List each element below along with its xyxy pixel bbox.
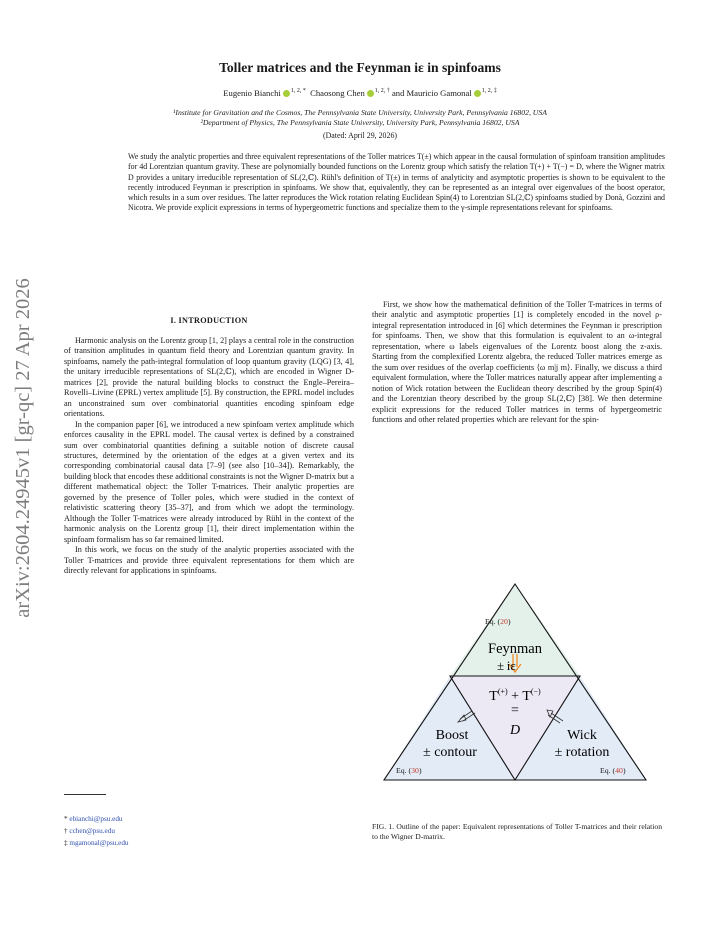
arxiv-identifier: arXiv:2604.24945v1 [gr-qc] 27 Apr 2026 [12,278,34,618]
footnote-rule [64,794,106,795]
eq-ref-number[interactable]: 20 [500,617,508,626]
abstract: We study the analytic properties and three equivalent representations of the Toller matrices T(±) which appear in the causal formulation of spinfoam transition amplitudes for 4d Lorentzian quantum gravity. These are polynomially bounded functions on the Lorentz group which satisfy the relation T(+) + T(−) = D, where the Wigner matrix D provides a unitary irreducible representation of SL(2,ℂ). Rühl's definition of T(±) in terms of analyticity and asymptotic properties is shown to be equivalent to the recently introduced Feynman iε prescription in spinfoams. We show that, equivalently, they can be represented as an integral over eigenvalues of the boost operator, which results in a sum over residues. The latter reproduces the Wick rotation relating Euclidean Spin(4) to Lorentzian SL(2,ℂ) spinfoams studied by Donà, Gozzini and Nicotra. We provide explicit expressions in terms of hypergeometric functions and specialize them to the γ-simple representations relevant for spinfoams. [128,152,665,213]
author-name: Mauricio Gamonal [406,88,472,98]
footnote-mark: * [64,815,68,823]
section-heading: I. INTRODUCTION [170,316,248,325]
orcid-icon[interactable] [283,90,290,97]
feynman-label: Feynman [488,641,542,657]
footnote [64,839,129,847]
eq-ref-number[interactable]: 30 [411,766,419,775]
body-paragraph: In this work, we focus on the study of the analytic properties associated with the Toller T-matrices and provide three equivalent representations for them which are directly relevant for applications in spinfoams. [64,545,354,575]
equation-ref-left[interactable]: Eq. (30) [396,766,422,775]
paper-title: Toller matrices and the Feynman iε in spinfoams [219,60,501,75]
footnote [64,815,123,823]
figure-triangle-diagram [372,574,662,814]
body-paragraph: In the companion paper [6], we introduced a new spinfoam vertex amplitude which enforces causality in the EPRL model. The causal vertex is defined by a constrained sum over combinatorial quantities defining a suitable notion of discrete causal structures, determined by the orientation of the edges at a given vertex and its corresponding combinatorial causal data [7–9] (see also [10–34]). Remarkably, the building block that encodes these additional constraints is not the Wigner D-matrix but a different mathematical object: the Toller T-matrices. Their analytic properties are governed by the presence of Toller poles, which were studied in the context of relativistic scattering theory [35–37], and from which we adopt the terminology. Although the Toller T-matrices were already introduced by Rühl in the context of the harmonic analysis on the Lorentz group [1], their direct implementation within the spinfoam formalism has so far remained limited. [64,419,354,544]
author-affiliation-mark: 1, 2, * [290,88,306,95]
author-conjunction: and [391,88,405,98]
eq-ref-prefix: Eq. ( [485,617,501,626]
equation-ref-top[interactable] [485,617,511,626]
toller-sum-label: T(+) + T(−) [489,687,541,704]
wick-label: Wick [567,728,597,743]
email-link[interactable]: ebianchi@psu.edu [69,815,123,823]
right-column [372,300,662,425]
affiliation-line: ¹Institute for Gravitation and the Cosmos, The Pennsylvania State University, University Park, Pennsylvania 16802, USA [173,108,547,117]
equals-sign: = [511,703,519,718]
wick-sub-label: ± rotation [554,745,610,760]
author-name: Chaosong Chen [310,88,365,98]
footnote-mark: † [64,827,68,835]
eq-ref-number[interactable]: 40 [615,766,623,775]
boost-label: Boost [435,728,469,743]
eq-ref-suffix: ) [507,617,511,626]
left-column [64,336,354,576]
author-name: Eugenio Bianchi [223,88,281,98]
author-list [0,88,720,98]
date-line: (Dated: April 29, 2026) [322,131,398,140]
author-affiliation-mark: 1, 2, † [374,88,390,95]
boost-sub-label: ± contour [423,745,477,760]
email-link[interactable]: cchen@psu.edu [69,827,115,835]
orcid-icon[interactable] [474,90,481,97]
email-link[interactable]: mgamonal@psu.edu [69,839,129,847]
equation-ref-right[interactable]: Eq. (40) [600,766,626,775]
body-paragraph: Harmonic analysis on the Lorentz group [1, 2] plays a central role in the construction of transition amplitudes in quantum field theory and Lorentzian quantum gravity. In spinfoams, namely the path-integral formulation of loop quantum gravity (LQG) [3, 4], the unitary irreducible representations of SL(2,ℂ), which are encoded in Wigner D-matrices [2], provide the natural building blocks to construct the Engle–Pereira–Rovelli–Livine (EPRL) vertex amplitude [5]. By construction, the EPRL model includes an unconstrained sum over combinatorial quantities encoding spinfoam edge orientations. [64,336,354,419]
body-paragraph: First, we show how the mathematical definition of the Toller T-matrices in terms of their analytic and asymptotic properties [1] is completely encoded in the novel ρ-integral representation introduced in [6] which determines the Feynman iε prescription for spinfoams. Then, we show that this formulation is equivalent to an ω-integral representation, where ω labels eigenvalues of the Lorentz boost along the z-axis. Starting from the complexified Lorentz algebra, the reduced Toller matrices emerge as the sum over residues of the overlap coefficients ⟨ω m|j m⟩. Finally, we discuss a third equivalent formulation, where the Toller matrices naturally appear after implementing a notion of Wick rotation between the Euclidean theory described by the group Spin(4) and the Lorentzian theory described by the group SL(2,ℂ) [38]. We then determine explicit expressions for the reduced Toller matrices in terms of hypergeometric functions and other related properties which are relevant for the spin- [372,300,662,424]
footnote [64,827,115,835]
orcid-icon[interactable] [367,90,374,97]
figure-caption: FIG. 1. Outline of the paper: Equivalent representations of Toller T-matrices and their relation to the Wigner D-matrix. [372,822,662,841]
author-affiliation-mark: 1, 2, ‡ [481,88,497,95]
footnote-mark: ‡ [64,839,68,847]
feynman-pm: ± iε [497,658,516,673]
wigner-d-label: D [509,723,521,738]
affiliation-line: ²Department of Physics, The Pennsylvania State University, University Park, Pennsylvania 16802, USA [200,118,520,127]
